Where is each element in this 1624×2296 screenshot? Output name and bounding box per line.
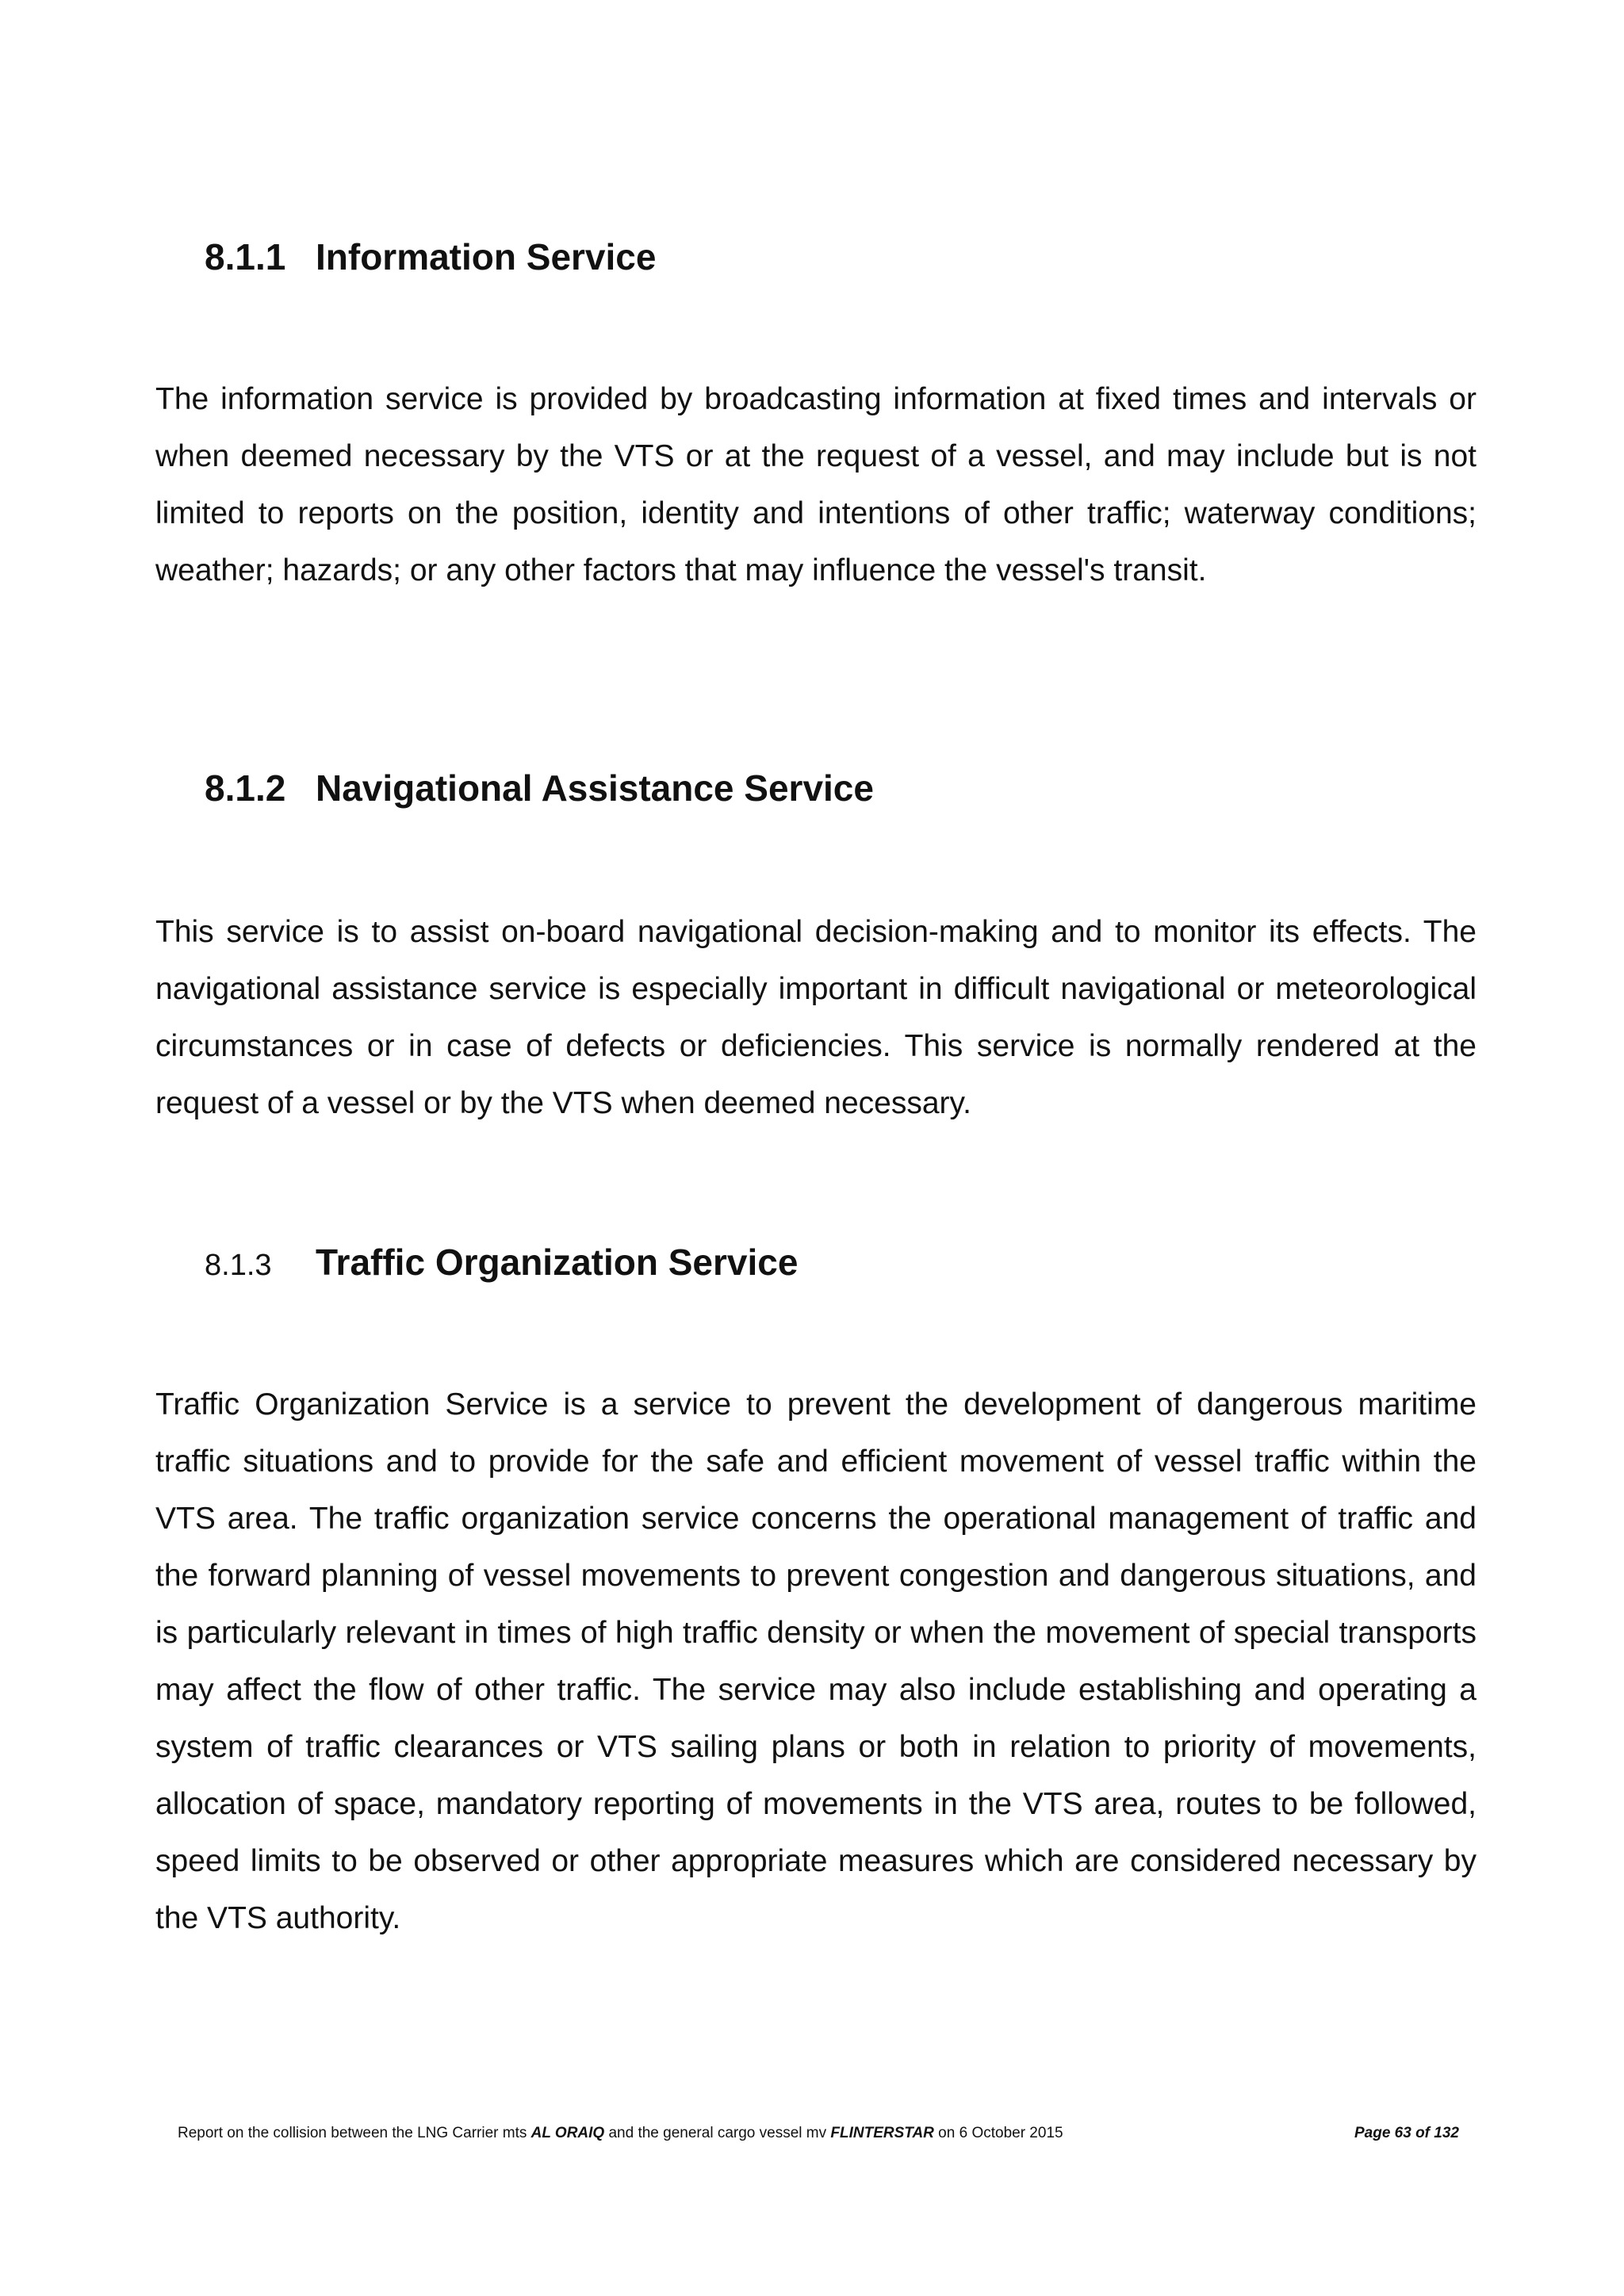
section-body-8-1-3: Traffic Organization Service is a service to prevent the development of dangerous maritime traffic situations and to provide for the safe and efficient movement of vessel traffic within the VTS area. The traffic organization service concerns the operational management of traffic and the forward planning of vessel movements to prevent congestion and dangerous situations, and is particularly relevant in times of high traffic density or when the movement of special transports may affect the flow of other traffic. The service may also include establishing and operating a system of traffic clearances or VTS sailing plans or both in relation to priority of movements, allocation of space, mandatory reporting of movements in the VTS area, routes to be followed, speed limits to be observed or other appropriate measures which are considered necessary by the VTS authority. bbox=[155, 1387, 1477, 1935]
footer-report-title bbox=[178, 2122, 1063, 2145]
section-number: 8.1.3 bbox=[205, 1249, 272, 1282]
section-number: 8.1.1 bbox=[205, 236, 286, 277]
footer-text-part: Report on the collision between the LNG Carrier mts bbox=[178, 2125, 531, 2141]
section-heading-8-1-2 bbox=[205, 766, 874, 810]
footer-ship-name: AL ORAIQ bbox=[530, 2125, 605, 2141]
footer-page-number: Page 63 of 132 bbox=[1354, 2125, 1459, 2141]
section-title: Traffic Organization Service bbox=[316, 1242, 799, 1283]
section-heading-8-1-1 bbox=[205, 235, 656, 279]
section-title: Navigational Assistance Service bbox=[316, 767, 874, 809]
footer-text-part: and the general cargo vessel mv bbox=[604, 2125, 831, 2141]
section-heading-8-1-3 bbox=[205, 1240, 798, 1288]
footer-text-part: on 6 October 2015 bbox=[933, 2125, 1063, 2141]
section-body-8-1-1: The information service is provided by broadcasting information at fixed times and intervals or when deemed necessary by the VTS or at the request of a vessel, and may include but is not limited to reports on the position, identity and intentions of other traffic; waterway conditions; weather; hazards; or any other factors that may influence the vessel's transit. bbox=[155, 382, 1477, 587]
section-body-8-1-2: This service is to assist on-board navigational decision-making and to monitor its effects. The navigational assistance service is especially important in difficult navigational or meteorological circumstances or in case of defects or deficiencies. This service is normally rendered at the request of a vessel or by the VTS when deemed necessary. bbox=[155, 915, 1477, 1120]
footer-ship-name: FLINTERSTAR bbox=[830, 2125, 934, 2141]
page-footer bbox=[178, 2122, 1459, 2145]
section-title: Information Service bbox=[316, 236, 657, 277]
section-number: 8.1.2 bbox=[205, 767, 286, 809]
